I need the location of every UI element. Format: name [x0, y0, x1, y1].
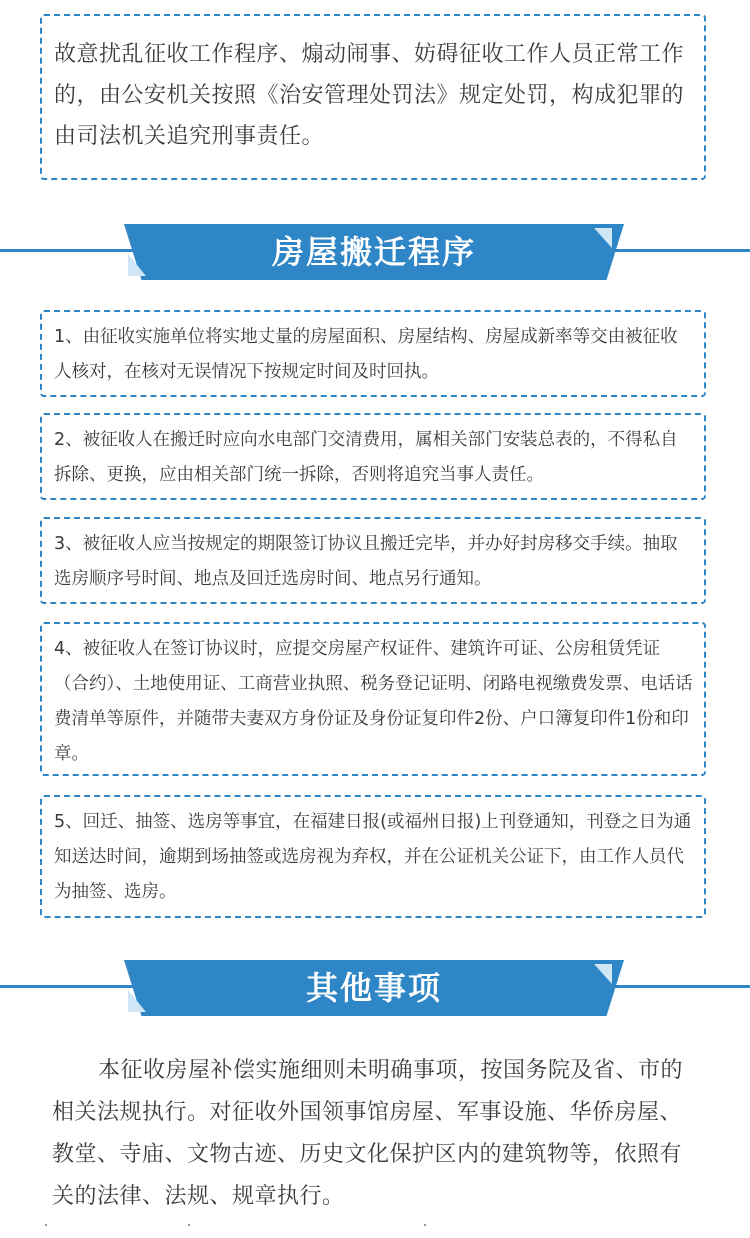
- step-text: 3、被征收人应当按规定的期限签订协议且搬迁完毕，并办好封房移交手续。抽取选房顺序号时间、地点及回迁选房时间、地点另行通知。: [54, 534, 678, 589]
- step-text: 2、被征收人在搬迁时应向水电部门交清费用，属相关部门安装总表的，不得私自拆除、更换，应由相关部门统一拆除，否则将追究当事人责任。: [54, 430, 678, 485]
- intro-text: 故意扰乱征收工作程序、煽动闹事、妨碍征收工作人员正常工作的，由公安机关按照《治安管理处罚法》规定处罚，构成犯罪的由司法机关追究刑事责任。: [54, 42, 685, 149]
- step-text: 4、被征收人在签订协议时，应提交房屋产权证件、建筑许可证、公房租赁凭证（合约）、土地使用证、工商营业执照、税务登记证明、闭路电视缴费发票、电话话费清单等原件，并随带夫妻双方身份证及身份证复印件2份、户口簿复印件1份和印章。: [54, 639, 693, 764]
- other-title: 其他事项: [305, 969, 442, 1007]
- other-text: 本征收房屋补偿实施细则未明确事项，按国务院及省、市的相关法规执行。对征收外国领事馆房屋、军事设施、华侨房屋、教堂、寺庙、文物古迹、历史文化保护区内的建筑物等，依照有关的法律、法规、规章执行。: [52, 1058, 684, 1209]
- footer-dot: [45, 1224, 47, 1226]
- step-box-1: [40, 310, 706, 397]
- step-text: 5、回迁、抽签、选房等事宜，在福建日报(或福州日报)上刊登通知，刊登之日为通知送达时间，逾期到场抽签或选房视为弃权，并在公证机关公证下，由工作人员代为抽签、选房。: [54, 812, 692, 902]
- footer-dot: [424, 1224, 426, 1226]
- step-box-5: [40, 795, 706, 918]
- step-box-2: [40, 413, 706, 500]
- footer-dot: [188, 1224, 190, 1226]
- procedure-title: 房屋搬迁程序: [271, 233, 476, 271]
- step-box-3: [40, 517, 706, 604]
- step-text: 1、由征收实施单位将实地丈量的房屋面积、房屋结构、房屋成新率等交由被征收人核对，在核对无误情况下按规定时间及时回执。: [54, 327, 678, 382]
- other-banner: [0, 958, 750, 1018]
- intro-box: [40, 14, 706, 180]
- procedure-banner: [0, 222, 750, 282]
- step-box-4: [40, 622, 706, 776]
